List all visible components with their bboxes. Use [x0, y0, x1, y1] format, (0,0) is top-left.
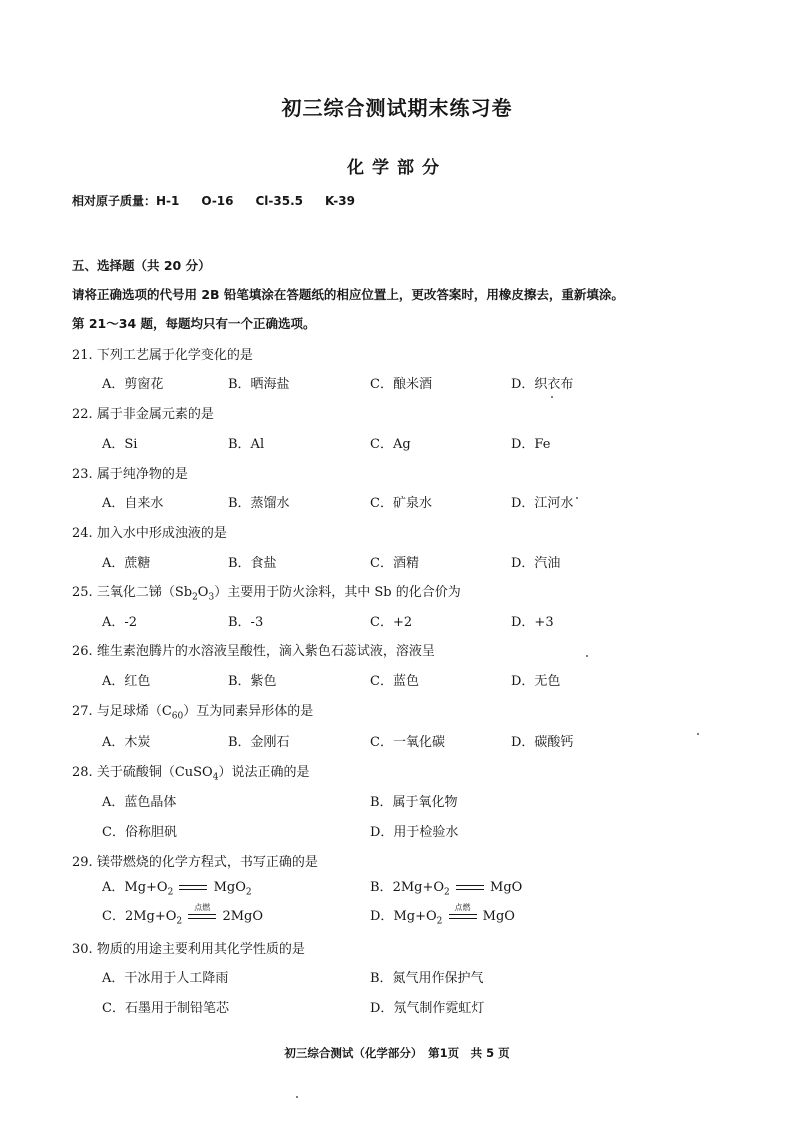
subscript: 2: [245, 887, 252, 898]
question-stem-post: ）主要用于防火涂料，其中 Sb 的化合价为: [214, 585, 461, 600]
q23-option-c: C．矿泉水: [370, 496, 432, 511]
q30-option-a: A．干冰用于人工降雨: [102, 971, 229, 986]
question-stem-post: ）互为同素异形体的是: [183, 704, 314, 719]
option-label: B．: [370, 880, 393, 895]
q21-option-b: B．晒海盐: [228, 377, 290, 392]
q24-option-c: C．酒精: [370, 556, 419, 571]
atomic-mass-h: H-1: [156, 194, 180, 208]
ignition-equals-sign: [449, 902, 477, 924]
question-stem-pre: 与足球烯（C: [96, 704, 172, 719]
option-label: C．: [102, 909, 125, 924]
question-number: 23.: [72, 467, 93, 482]
question-stem: 属于非金属元素的是: [96, 407, 214, 422]
q25-option-c: C．+2: [370, 615, 413, 630]
q21-option-a: A．剪窗花: [102, 377, 164, 392]
q23-option-d: D．江河水: [511, 496, 574, 511]
equation-left: 2Mg+O: [392, 880, 445, 895]
q23-option-a: A．自来水: [102, 496, 164, 511]
q22-option-d: D．Fe: [511, 437, 551, 452]
option-label: A．: [102, 880, 125, 895]
question-stem: 镁带燃烧的化学方程式，书写正确的是: [96, 855, 318, 870]
question-number: 26.: [72, 644, 93, 659]
q29-option-a: [102, 876, 252, 898]
question-stem: 下列工艺属于化学变化的是: [96, 348, 253, 363]
reaction-condition: 点燃: [194, 902, 211, 912]
q24-option-b: B．食盐: [228, 556, 277, 571]
q25-option-d: D．+3: [511, 615, 554, 630]
q29-option-c: [102, 902, 263, 927]
q27-option-b: B．金刚石: [228, 735, 290, 750]
q27-option-c: C．一氧化碳: [370, 735, 445, 750]
scan-speck: [697, 733, 699, 735]
question-stem-pre: 关于硫酸铜（CuSO: [96, 765, 213, 780]
atomic-mass-o: O-16: [201, 194, 234, 208]
q30-option-d: D．氖气制作霓虹灯: [370, 1001, 485, 1016]
section-subtitle: 化学部分: [347, 158, 447, 178]
subscript: 2: [436, 916, 443, 927]
scan-speck: [551, 396, 553, 398]
q25-option-b: B．-3: [228, 615, 264, 630]
q25-option-a: A．-2: [102, 615, 138, 630]
question-stem-post: ）说法正确的是: [218, 765, 310, 780]
q28-option-c: C．俗称胆矾: [102, 825, 177, 840]
subscript: 2: [444, 887, 450, 898]
q26-option-d: D．无色: [511, 674, 561, 689]
question-22: [72, 403, 214, 422]
q26-option-a: A．红色: [102, 674, 151, 689]
ignition-equals-sign: [188, 902, 216, 924]
section-instruction: 请将正确选项的代号用 2B 铅笔填涂在答题纸的相应位置上，更改答案时，用橡皮擦去，重新填涂。: [72, 287, 624, 302]
question-28: [72, 761, 309, 783]
atomic-mass-k: K-39: [325, 194, 355, 208]
scan-speck: [586, 655, 588, 657]
equation-right: MgO: [482, 909, 515, 924]
question-stem-pre: 三氧化二锑（Sb: [96, 585, 193, 600]
subscript: 4: [212, 772, 219, 783]
subscript: 2: [167, 887, 174, 898]
q30-option-b: B．氮气用作保护气: [370, 971, 484, 986]
q22-option-c: C．Ag: [370, 437, 411, 452]
equation-right: MgO: [490, 880, 523, 895]
question-30: [72, 938, 305, 957]
atomic-mass-cl: Cl-35.5: [255, 194, 304, 208]
q23-option-b: B．蒸馏水: [228, 496, 290, 511]
subscript: 3: [208, 592, 215, 603]
equation-left: Mg+O: [124, 880, 168, 895]
question-stem: 维生素泡腾片的水溶液呈酸性，滴入紫色石蕊试液，溶液呈: [96, 644, 435, 659]
scan-speck: [296, 1096, 298, 1098]
question-29: [72, 851, 318, 870]
question-21: [72, 344, 253, 363]
equation-left: Mg+O: [393, 909, 437, 924]
question-stem: 加入水中形成浊液的是: [96, 526, 227, 541]
q27-option-a: A．木炭: [102, 735, 151, 750]
q24-option-a: A．蔗糖: [102, 556, 151, 571]
equation-right: 2MgO: [222, 909, 263, 924]
section-heading: 五、选择题（共 20 分）: [72, 258, 211, 273]
question-27: [72, 700, 313, 722]
question-stem: 物质的用途主要利用其化学性质的是: [96, 942, 305, 957]
question-number: 27.: [72, 704, 93, 719]
question-number: 21.: [72, 348, 93, 363]
subscript: 2: [176, 916, 183, 927]
question-26: [72, 640, 435, 659]
question-number: 24.: [72, 526, 93, 541]
q21-option-d: D．织衣布: [511, 377, 574, 392]
scan-speck: [576, 497, 578, 499]
q28-option-d: D．用于检验水: [370, 825, 459, 840]
equation-left: 2Mg+O: [124, 909, 177, 924]
q24-option-d: D．汽油: [511, 556, 561, 571]
reaction-condition: 点燃: [454, 902, 471, 912]
atomic-mass-label: 相对原子质量：: [72, 194, 157, 208]
q28-option-b: B．属于氧化物: [370, 795, 458, 810]
atomic-mass-line: [72, 192, 355, 209]
subscript: 60: [171, 711, 184, 722]
question-25: [72, 581, 461, 603]
q26-option-b: B．紫色: [228, 674, 277, 689]
section-range-note: 第 21～34 题，每题均只有一个正确选项。: [72, 316, 316, 331]
q29-option-d: [370, 902, 515, 927]
equation-right: MgO: [213, 880, 246, 895]
q26-option-c: C．蓝色: [370, 674, 419, 689]
question-23: [72, 463, 188, 482]
q27-option-d: D．碳酸钙: [511, 735, 574, 750]
page-title: 初三综合测试期末练习卷: [281, 96, 513, 120]
question-number: 30.: [72, 942, 93, 957]
question-stem-mid: O: [197, 585, 209, 600]
question-number: 22.: [72, 407, 93, 422]
q30-option-c: C．石墨用于制铅笔芯: [102, 1001, 229, 1016]
subscript: 2: [192, 592, 198, 603]
q29-option-b: [370, 876, 522, 898]
question-stem: 属于纯净物的是: [96, 467, 188, 482]
question-24: [72, 522, 227, 541]
option-label: D．: [370, 909, 394, 924]
question-number: 25.: [72, 585, 93, 600]
equals-sign: [179, 881, 207, 895]
q28-option-a: A．蓝色晶体: [102, 795, 177, 810]
equals-sign: [456, 881, 484, 895]
question-number: 28.: [72, 765, 93, 780]
question-number: 29.: [72, 855, 93, 870]
q22-option-a: A．Si: [102, 437, 138, 452]
q21-option-c: C．酿米酒: [370, 377, 432, 392]
q22-option-b: B．Al: [228, 437, 265, 452]
page-footer: 初三综合测试（化学部分） 第1页 共 5 页: [284, 1046, 510, 1060]
